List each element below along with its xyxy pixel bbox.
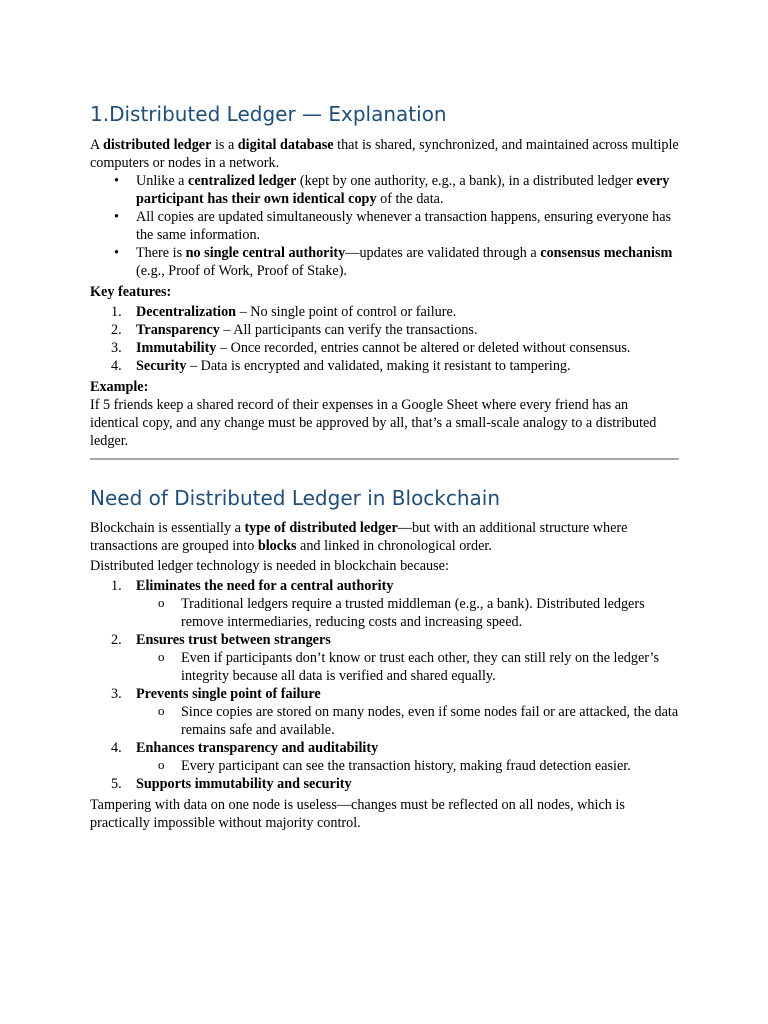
reason-detail: o Even if participants don’t know or trust each other, they can still rely on the ledger’s integrity because all data is verified and shared equally. — [90, 649, 680, 685]
section-2-lead: Distributed ledger technology is needed in blockchain because: — [90, 558, 449, 574]
feature-item: 1. Decentralization – No single point of control or failure. — [111, 304, 457, 320]
feature-item: 2. Transparency – All participants can verify the transactions. — [111, 322, 478, 338]
example-text: If 5 friends keep a shared record of their expenses in a Google Sheet where every friend has an identical copy, and any change must be approved by all, that’s a small-scale analogy to a distributed ledger. — [90, 397, 657, 449]
horizontal-rule — [90, 458, 679, 460]
section-1-intro: A distributed ledger is a digital database that is shared, synchronized, and maintained across multiple computers or nodes in a network. — [90, 137, 679, 171]
section-2-body — [90, 519, 680, 832]
reasons-list — [90, 577, 680, 793]
reason-item: 3. Prevents single point of failure o Since copies are stored on many nodes, even if some nodes fail or are attacked, the data remains safe and available. — [90, 685, 680, 739]
reason-item: 2. Ensures trust between strangers o Even if participants don’t know or trust each other, they can still rely on the ledger’s integrity because all data is verified and shared equally. — [90, 631, 680, 685]
reason-sublist — [136, 757, 680, 775]
bullet-item: • Unlike a centralized ledger (kept by one authority, e.g., a bank), in a distributed ledger every participant has their own identical copy of the data. — [90, 172, 680, 208]
reason-detail: o Traditional ledgers require a trusted middleman (e.g., a bank). Distributed ledgers remove intermediaries, reducing costs and increasing speed. — [90, 595, 680, 631]
bullet-item: • There is no single central authority—updates are validated through a consensus mechanism (e.g., Proof of Work, Proof of Stake). — [90, 244, 680, 280]
reason-detail: o Every participant can see the transaction history, making fraud detection easier. — [90, 757, 680, 775]
section-2-intro: Blockchain is essentially a type of distributed ledger—but with an additional structure where transactions are grouped into blocks and linked in chronological order. — [90, 520, 628, 554]
reason-item: 1. Eliminates the need for a central authority o Traditional ledgers require a trusted middleman (e.g., a bank). Distributed ledgers remove intermediaries, reducing costs and increasing speed. — [90, 577, 680, 631]
bullet-item: • All copies are updated simultaneously whenever a transaction happens, ensuring everyone has the same information. — [90, 208, 680, 244]
reason-detail: o Since copies are stored on many nodes, even if some nodes fail or are attacked, the data remains safe and available. — [90, 703, 680, 739]
section-2-heading: Need of Distributed Ledger in Blockchain — [90, 486, 501, 510]
section-1-heading: 1.Distributed Ledger — Explanation — [90, 102, 447, 126]
section-1-bullet-list — [90, 172, 680, 280]
key-features-list — [90, 303, 680, 375]
example-label: Example: — [90, 379, 149, 395]
reason-item: 4. Enhances transparency and auditability o Every participant can see the transaction history, making fraud detection easier. — [90, 739, 680, 775]
reason-sublist — [136, 649, 680, 685]
reason-sublist — [136, 595, 680, 631]
section-2-closing: Tampering with data on one node is useless—changes must be reflected on all nodes, which is practically impossible without majority control. — [90, 797, 625, 831]
reason-item: 5. Supports immutability and security — [111, 776, 352, 792]
reason-sublist — [136, 703, 680, 739]
section-1-body — [90, 136, 680, 450]
feature-item: 3. Immutability – Once recorded, entries cannot be altered or deleted without consensus. — [111, 340, 631, 356]
key-features-label: Key features: — [90, 284, 172, 300]
feature-item: 4. Security – Data is encrypted and validated, making it resistant to tampering. — [111, 358, 571, 374]
